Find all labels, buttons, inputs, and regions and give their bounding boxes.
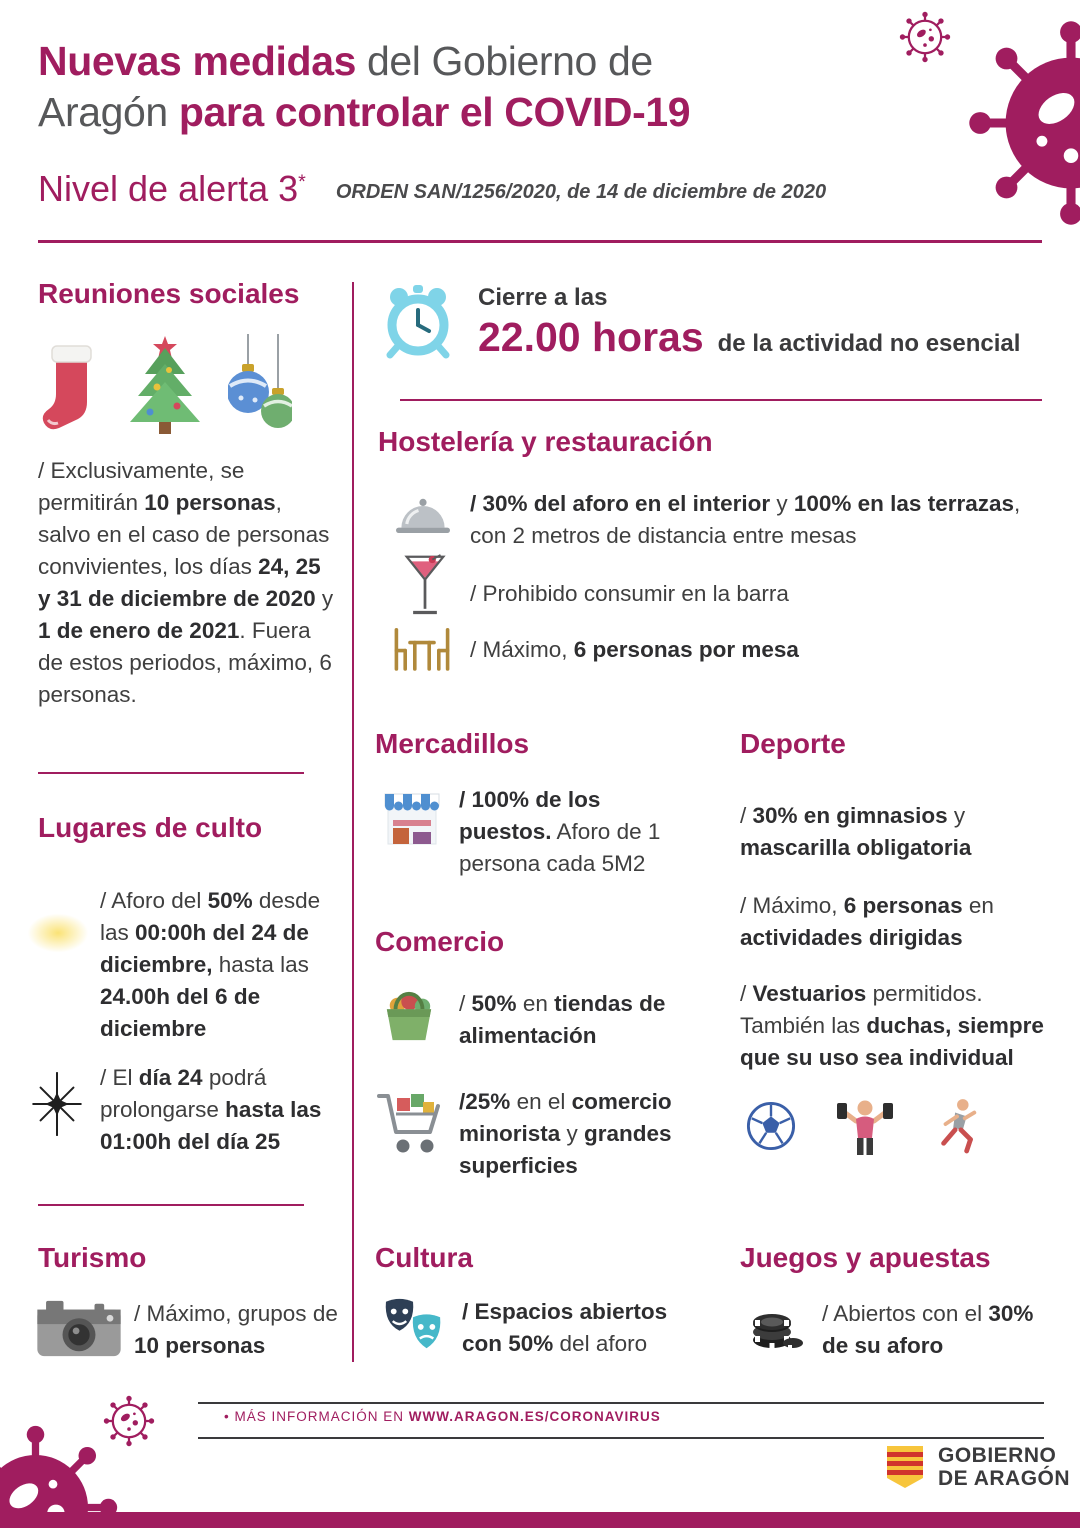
culto-rule-dia24: / El día 24 podrá prolongarse hasta las 01:00h del día 25 xyxy=(100,1065,322,1154)
alarm-clock-icon xyxy=(382,283,454,359)
weightlifting-icon xyxy=(836,1096,894,1156)
page-title xyxy=(38,36,690,138)
section-title-culto: Lugares de culto xyxy=(38,812,263,843)
section-title-comercio: Comercio xyxy=(375,926,505,957)
section-title-juegos: Juegos y apuestas xyxy=(740,1242,991,1273)
section-title-turismo: Turismo xyxy=(38,1242,147,1273)
cultura-rule: / Espacios abiertos con 50% del aforo xyxy=(462,1299,668,1356)
hosteleria-rule-barra: / Prohibido consumir en la barra xyxy=(470,581,789,606)
section-divider xyxy=(400,399,1042,401)
turismo-rule: / Máximo, grupos de 10 personas xyxy=(134,1301,338,1358)
section-divider xyxy=(38,1204,304,1206)
baubles-icon xyxy=(228,334,292,434)
christmas-tree-icon xyxy=(122,332,208,434)
bottom-accent-bar xyxy=(0,1512,1080,1528)
comercio-rule-alimentacion: / 50% en tiendas de alimentación xyxy=(459,991,666,1048)
deporte-rule-gimnasios: / 30% en gimnasios y mascarilla obligatoria xyxy=(740,803,972,860)
deporte-rule-vestuarios: / Vestuarios permitidos. También las duchas, siempre que su uso sea individual xyxy=(740,981,1044,1070)
christmas-icons-row xyxy=(40,330,292,434)
gobierno-aragon-logo xyxy=(884,1444,1070,1490)
virus-icon xyxy=(898,10,952,64)
header-divider xyxy=(38,240,1042,243)
comercio-rule-minorista: /25% en el comercio minorista y grandes superficies xyxy=(459,1089,672,1178)
theater-masks-icon xyxy=(380,1296,448,1354)
culto-rule-aforo: / Aforo del 50% desde las 00:00h del 24 de diciembre, hasta las 24.00h del 6 de diciembre xyxy=(100,888,321,1041)
juegos-rule: / Abiertos con el 30% de su aforo xyxy=(822,1301,1034,1358)
alert-level: Nivel de alerta 3* xyxy=(38,168,306,209)
footer-divider-bottom xyxy=(198,1437,1044,1439)
hosteleria-rule-mesa: / Máximo, 6 personas por mesa xyxy=(470,637,799,662)
cocktail-icon xyxy=(404,552,446,620)
poker-chips-icon xyxy=(748,1294,804,1352)
aragon-flag-icon xyxy=(884,1444,926,1490)
cloche-icon xyxy=(396,494,450,536)
candle-glow-icon xyxy=(16,906,100,960)
closing-time-value: 22.00 horas xyxy=(478,314,704,360)
closing-time-block xyxy=(478,284,1020,361)
running-icon xyxy=(934,1097,982,1155)
closing-time-label: Cierre a las xyxy=(478,284,608,311)
market-stall-icon xyxy=(383,790,441,848)
alert-row xyxy=(38,168,826,210)
title-line-2: Aragón para controlar el COVID-19 xyxy=(38,88,691,135)
section-title-hosteleria: Hostelería y restauración xyxy=(378,426,713,457)
virus-icon xyxy=(952,14,1080,232)
footer-divider-top xyxy=(198,1402,1044,1404)
column-divider xyxy=(352,282,354,1362)
shopping-cart-icon xyxy=(377,1086,441,1158)
logo-line-1: GOBIERNO xyxy=(938,1444,1057,1467)
title-line-1: Nuevas medidas del Gobierno de xyxy=(38,38,653,84)
camera-icon xyxy=(36,1296,122,1358)
soccer-ball-icon xyxy=(746,1101,796,1151)
logo-line-2: DE ARAGÓN xyxy=(938,1467,1071,1491)
closing-time-suffix: de la actividad no esencial xyxy=(717,330,1021,357)
mercadillos-rule: / 100% de los puestos. Aforo de 1 persona cada 5M2 xyxy=(459,787,661,876)
hosteleria-rule-aforo: / 30% del aforo en el interior y 100% en las terrazas, con 2 metros de distancia entre mesas xyxy=(470,491,1021,548)
section-title-mercadillos: Mercadillos xyxy=(375,728,530,759)
section-title-cultura: Cultura xyxy=(375,1242,473,1273)
section-title-reuniones: Reuniones sociales xyxy=(38,278,300,309)
deporte-rule-actividades: / Máximo, 6 personas en actividades dirigidas xyxy=(740,893,994,950)
table-chairs-icon xyxy=(390,626,454,672)
sports-icons-row xyxy=(746,1096,982,1156)
more-info-text: • MÁS INFORMACIÓN EN WWW.ARAGON.ES/CORONAVIRUS xyxy=(224,1409,661,1424)
grocery-basket-icon xyxy=(381,990,437,1042)
star-icon xyxy=(26,1072,88,1136)
section-title-deporte: Deporte xyxy=(740,728,846,759)
order-reference: ORDEN SAN/1256/2020, de 14 de diciembre de 2020 xyxy=(335,181,827,203)
section-divider xyxy=(38,772,304,774)
stocking-icon xyxy=(40,342,102,434)
reuniones-rule: / Exclusivamente, se permitirán 10 personas, salvo en el caso de personas convivientes, los días 24, 25 y 31 de diciembre de 2020 y 1 de enero de 2021. Fuera de estos periodos, máximo, 6 personas. xyxy=(38,458,334,707)
